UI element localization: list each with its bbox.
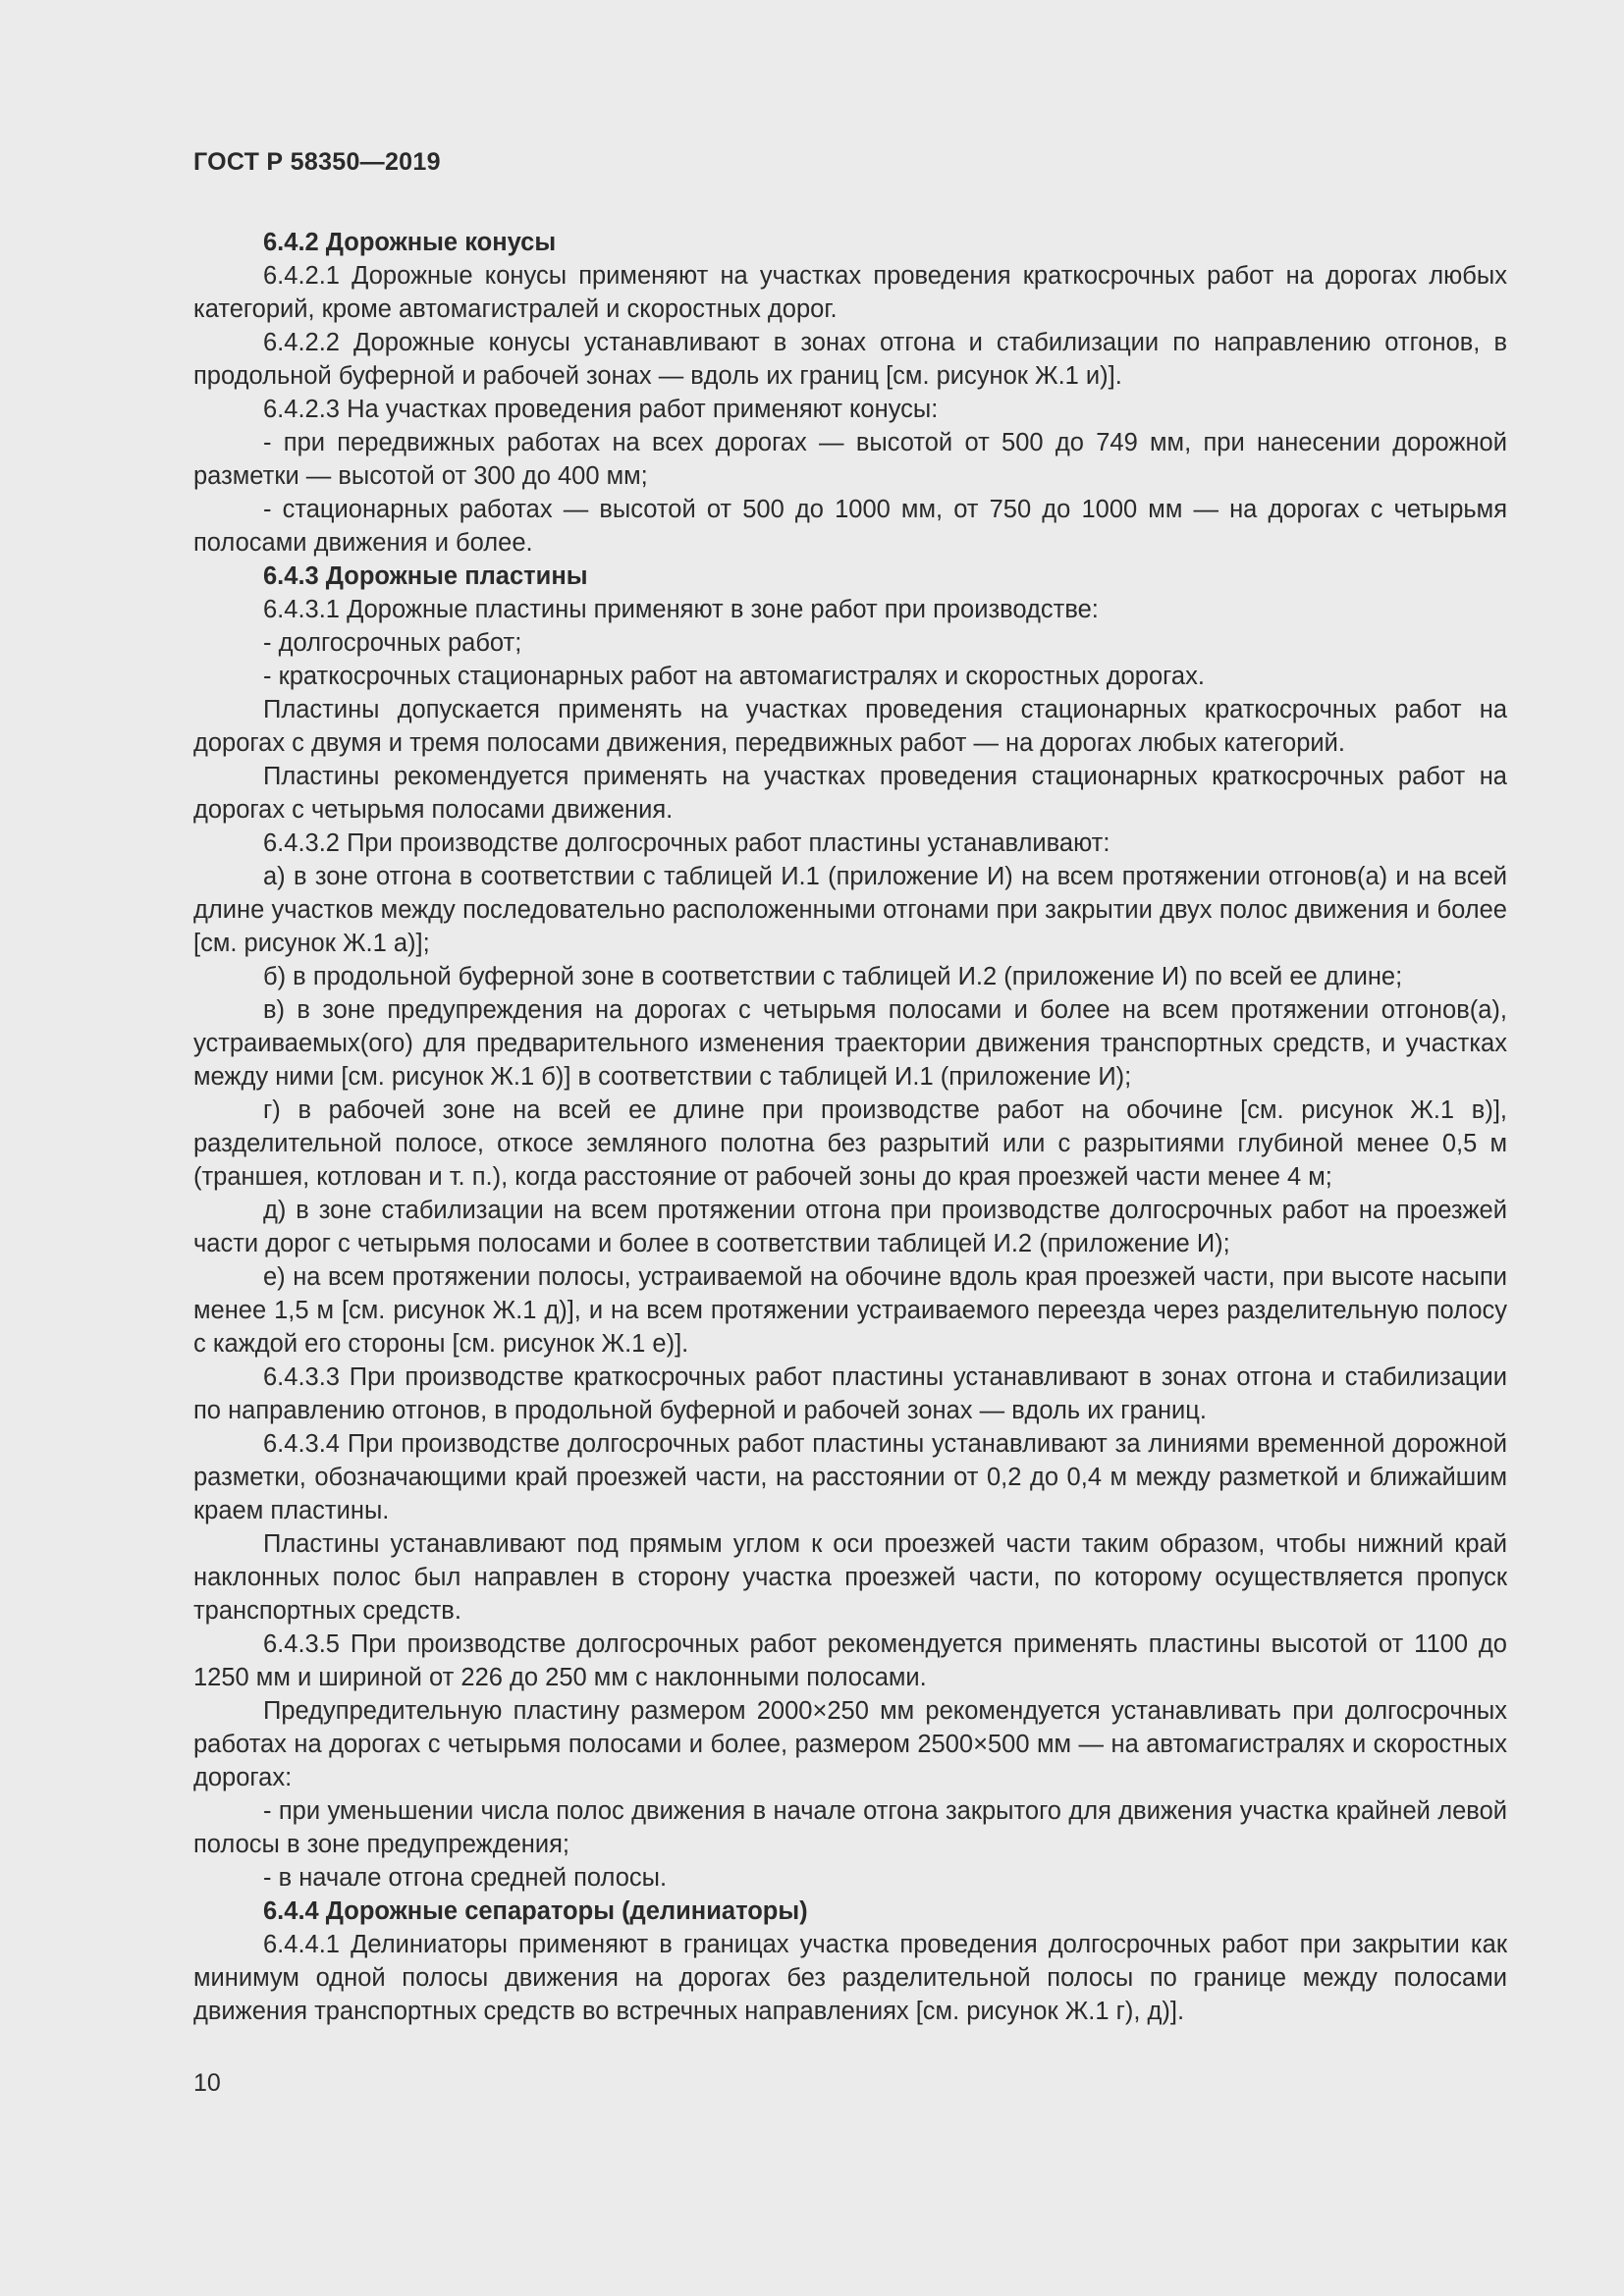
- list-item-d: д) в зоне стабилизации на всем протяжении отгона при производстве долгосрочных работ на проезжей части дорог с четырьмя полосами и более в соответствии таблицей И.2 (приложение И);: [193, 1197, 1507, 1257]
- list-item-g: г) в рабочей зоне на всей ее длине при производстве работ на обочине [см. рисунок Ж.1 в)], разделительной полосе, откосе земляного полотна без разрытий или с разрытиями глубиной менее 0,5 м (траншея, котлован и т. п.), когда расстояние от рабочей зоны до края проезжей части менее 4 м;: [193, 1096, 1507, 1191]
- paragraph-6-4-4-1: 6.4.4.1 Делиниаторы применяют в границах участка проведения долгосрочных работ при закрытии как минимум одной полосы движения на дорогах без разделительной полосы по границе между полосами движения транспортных средств во встречных направлениях [см. рисунок Ж.1 г), д)].: [193, 1931, 1507, 2025]
- list-item-long-term-works: - долгосрочных работ;: [263, 629, 522, 657]
- paragraph-6-4-3-2: 6.4.3.2 При производстве долгосрочных работ пластины устанавливают:: [263, 829, 1110, 857]
- page-number: 10: [193, 2069, 221, 2097]
- document-code-header: ГОСТ Р 58350—2019: [193, 148, 441, 176]
- section-heading-6-4-2: 6.4.2 Дорожные конусы: [263, 229, 557, 256]
- paragraph-6-4-2-2: 6.4.2.2 Дорожные конусы устанавливают в зонах отгона и стабилизации по направлению отгонов, в продольной буферной и рабочей зонах — вдоль их границ [см. рисунок Ж.1 и)].: [193, 329, 1507, 390]
- list-item-lane-reduction: - при уменьшении числа полос движения в начале отгона закрытого для движения участка крайней левой полосы в зоне предупреждения;: [193, 1797, 1507, 1858]
- list-item-stationary-works: - стационарных работах — высотой от 500 до 1000 мм, от 750 до 1000 мм — на дорогах с четырьмя полосами движения и более.: [193, 496, 1507, 557]
- paragraph-6-4-3-3: 6.4.3.3 При производстве краткосрочных работ пластины устанавливают в зонах отгона и стабилизации по направлению отгонов, в продольной буферной и рабочей зонах — вдоль их границ.: [193, 1363, 1507, 1424]
- section-heading-6-4-3: 6.4.3 Дорожные пластины: [263, 562, 588, 590]
- paragraph-plates-installation: Пластины устанавливают под прямым углом к оси проезжей части таким образом, чтобы нижний край наклонных полос был направлен в сторону участка проезжей части, по которому осуществляется пропуск транспортных средств.: [193, 1530, 1507, 1625]
- list-item-b: б) в продольной буферной зоне в соответствии с таблицей И.2 (приложение И) по всей ее длине;: [263, 963, 1403, 990]
- list-item-mobile-works: - при передвижных работах на всех дорогах — высотой от 500 до 749 мм, при нанесении дорожной разметки — высотой от 300 до 400 мм;: [193, 429, 1507, 490]
- paragraph-6-4-2-1: 6.4.2.1 Дорожные конусы применяют на участках проведения краткосрочных работ на дорогах любых категорий, кроме автомагистралей и скоростных дорог.: [193, 262, 1507, 323]
- paragraph-warning-plate: Предупредительную пластину размером 2000×250 мм рекомендуется устанавливать при долгосрочных работах на дорогах с четырьмя полосами и более, размером 2500×500 мм — на автомагистралях и скоростных дорогах:: [193, 1697, 1507, 1791]
- list-item-e: е) на всем протяжении полосы, устраиваемой на обочине вдоль края проезжей части, при высоте насыпи менее 1,5 м [см. рисунок Ж.1 д)], и на всем протяжении устраиваемого переезда через разделительную полосу с каждой его стороны [см. рисунок Ж.1 е)].: [193, 1263, 1507, 1358]
- paragraph-6-4-3-1: 6.4.3.1 Дорожные пластины применяют в зоне работ при производстве:: [263, 596, 1099, 623]
- section-heading-6-4-4: 6.4.4 Дорожные сепараторы (делиниаторы): [263, 1897, 808, 1925]
- paragraph-plates-recommended: Пластины рекомендуется применять на участках проведения стационарных краткосрочных работ на дорогах с четырьмя полосами движения.: [193, 763, 1507, 824]
- list-item-a: а) в зоне отгона в соответствии с таблицей И.1 (приложение И) на всем протяжении отгонов(а) и на всей длине участков между последовательно расположенными отгонами при закрытии двух полос движения и более [см. рисунок Ж.1 а)];: [193, 863, 1507, 957]
- list-item-v: в) в зоне предупреждения на дорогах с четырьмя полосами и более на всем протяжении отгонов(а), устраиваемых(ого) для предварительного изменения траектории движения транспортных средств, и участках между ними [см. рисунок Ж.1 б)] в соответствии с таблицей И.1 (приложение И);: [193, 996, 1507, 1091]
- paragraph-6-4-3-4: 6.4.3.4 При производстве долгосрочных работ пластины устанавливают за линиями временной дорожной разметки, обозначающими край проезжей части, на расстоянии от 0,2 до 0,4 м между разметкой и ближайшим краем пластины.: [193, 1430, 1507, 1524]
- list-item-middle-lane: - в начале отгона средней полосы.: [263, 1864, 668, 1892]
- paragraph-6-4-3-5: 6.4.3.5 При производстве долгосрочных работ рекомендуется применять пластины высотой от 1100 до 1250 мм и шириной от 226 до 250 мм с наклонными полосами.: [193, 1630, 1507, 1691]
- list-item-short-term-works: - краткосрочных стационарных работ на автомагистралях и скоростных дорогах.: [263, 663, 1205, 690]
- paragraph-6-4-2-3: 6.4.2.3 На участках проведения работ применяют конусы:: [263, 396, 939, 423]
- document-body: [193, 226, 1507, 2028]
- paragraph-plates-allowed: Пластины допускается применять на участках проведения стационарных краткосрочных работ на дорогах с двумя и тремя полосами движения, передвижных работ — на дорогах любых категорий.: [193, 696, 1507, 757]
